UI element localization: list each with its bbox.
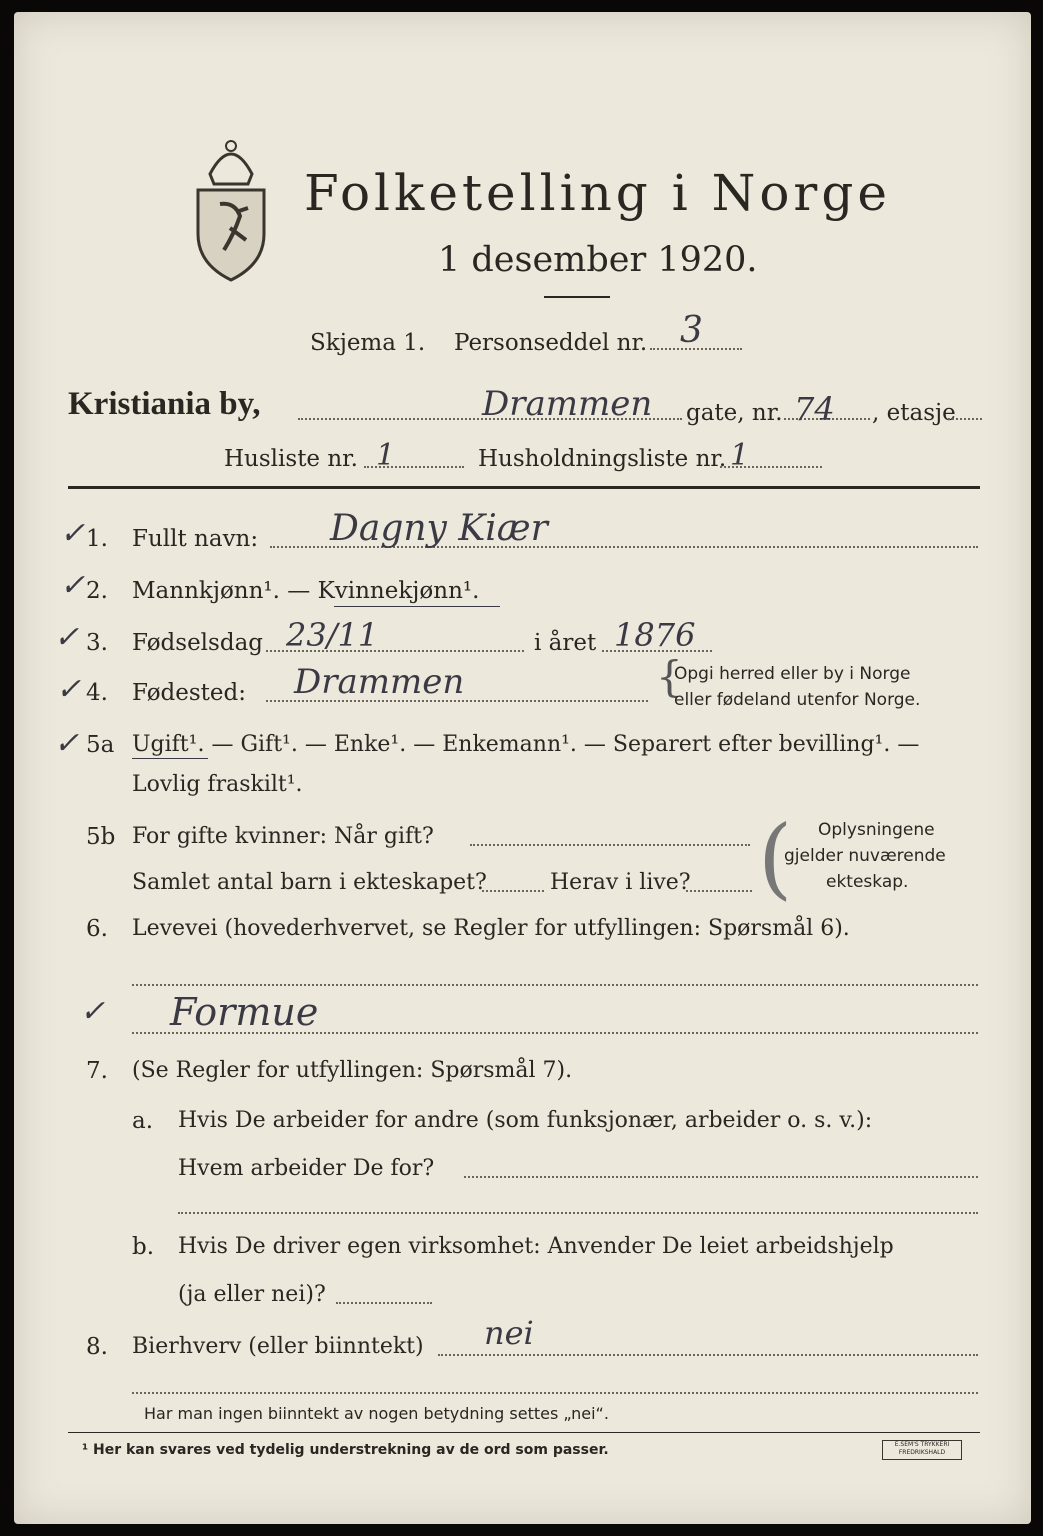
q3-label: Fødselsdag — [132, 630, 264, 656]
husliste-label: Husliste nr. — [224, 446, 358, 472]
husholdning-label: Husholdningsliste nr. — [478, 446, 727, 472]
q5b-line1: For gifte kvinner: Når gift? — [132, 824, 434, 849]
q5b-children-label: Samlet antal barn i ekteskapet? — [132, 870, 487, 895]
husliste-value: 1 — [376, 438, 396, 473]
q7a-line-extra — [178, 1212, 978, 1214]
q8-label: Bierhverv (eller biinntekt) — [132, 1334, 424, 1359]
printer-stamp: E.SEM'S TRYKKERI FREDRIKSHALD — [882, 1440, 962, 1460]
checkmark-q1-icon: ✓ — [60, 516, 86, 551]
checkmark-q2-icon: ✓ — [60, 568, 86, 603]
nr-value: 74 — [794, 390, 835, 428]
q5a-line1: Ugift¹. — Gift¹. — Enke¹. — Enkemann¹. — Separert efter bevilling¹. — — [132, 732, 920, 757]
q7a-number: a. — [132, 1108, 154, 1134]
q3-year-value: 1876 — [614, 616, 696, 654]
q5a-line2: Lovlig fraskilt¹. — [132, 772, 303, 797]
q5b-note3: ekteskap. — [826, 872, 909, 892]
q4-note-line1: Opgi herred eller by i Norge — [674, 664, 911, 684]
q2-underline — [334, 606, 500, 607]
q6-value: Formue — [170, 990, 319, 1034]
q4-label: Fødested: — [132, 680, 247, 706]
q7a-line2: Hvem arbeider De for? — [178, 1156, 435, 1181]
checkmark-q5a-icon: ✓ — [54, 726, 80, 761]
checkmark-q3-icon: ✓ — [54, 620, 80, 655]
q2-number: 2. — [86, 578, 108, 604]
q3-year-label: i året — [534, 630, 597, 656]
q7b-number: b. — [132, 1234, 155, 1260]
gate-label: gate, nr. — [686, 400, 783, 426]
q7b-line1: Hvis De driver egen virksomhet: Anvender De leiet arbeidshjelp — [178, 1234, 894, 1259]
q3-day-value: 23/11 — [286, 616, 379, 654]
q7b-line2: (ja eller nei)? — [178, 1282, 326, 1307]
footer-note: Har man ingen biinntekt av nogen betydning settes „nei“. — [144, 1404, 609, 1423]
q1-label: Fullt navn: — [132, 526, 259, 552]
q3-number: 3. — [86, 630, 108, 656]
q7-number: 7. — [86, 1058, 108, 1084]
street-value: Drammen — [482, 384, 653, 424]
q1-number: 1. — [86, 526, 108, 552]
checkmark-q4-icon: ✓ — [56, 672, 82, 707]
q1-value: Dagny Kiær — [330, 508, 548, 549]
schema-label: Skjema 1. — [310, 330, 426, 356]
q8-number: 8. — [86, 1334, 108, 1360]
title-divider — [544, 296, 610, 298]
q5b-note1: Oplysningene — [818, 820, 935, 840]
q7a-line-employer — [464, 1176, 978, 1178]
q6-label: Levevei (hovederhvervet, se Regler for utfyllingen: Spørsmål 6). — [132, 916, 850, 941]
q4-number: 4. — [86, 680, 108, 706]
q4-value: Drammen — [294, 662, 465, 702]
q7-label: (Se Regler for utfyllingen: Spørsmål 7). — [132, 1058, 573, 1083]
coat-of-arms-icon — [190, 124, 272, 284]
q6-line1 — [132, 984, 978, 986]
form-title: Folketelling i Norge — [304, 164, 891, 222]
q4-note-brace: { — [656, 652, 683, 701]
personseddel-label: Personseddel nr. — [454, 330, 648, 356]
q5b-alive-label: Herav i live? — [550, 870, 691, 895]
q5a-underline — [132, 758, 208, 759]
header-separator — [68, 486, 980, 489]
personseddel-value: 3 — [680, 310, 703, 351]
census-form — [14, 12, 1031, 1524]
checkmark-q6-icon: ✓ — [80, 994, 106, 1029]
etasje-line — [948, 418, 982, 420]
q8-line-extra — [132, 1392, 978, 1394]
q5b-children-line — [482, 890, 544, 892]
q6-number: 6. — [86, 916, 108, 942]
q4-note-line2: eller fødeland utenfor Norge. — [674, 690, 921, 710]
footnote: ¹ Her kan svares ved tydelig understrekning av de ord som passer. — [82, 1442, 609, 1458]
q5a-number: 5a — [86, 732, 115, 758]
q5b-note-brace: ( — [758, 806, 793, 909]
footer-separator — [68, 1432, 980, 1433]
q7b-line — [336, 1302, 432, 1304]
q5b-number: 5b — [86, 824, 116, 850]
q2-label: Mannkjønn¹. — Kvinnekjønn¹. — [132, 578, 480, 604]
form-date: 1 desember 1920. — [438, 240, 758, 280]
etasje-label: , etasje — [872, 400, 956, 426]
q8-line — [438, 1354, 978, 1356]
q5b-when-line — [470, 844, 750, 846]
q8-value: nei — [484, 1314, 534, 1352]
husholdning-value: 1 — [730, 438, 750, 473]
city-label: Kristiania by, — [68, 386, 261, 422]
q5b-note2: gjelder nuværende — [784, 846, 946, 866]
q7a-line1: Hvis De arbeider for andre (som funksjonær, arbeider o. s. v.): — [178, 1108, 873, 1133]
q5b-alive-line — [686, 890, 752, 892]
